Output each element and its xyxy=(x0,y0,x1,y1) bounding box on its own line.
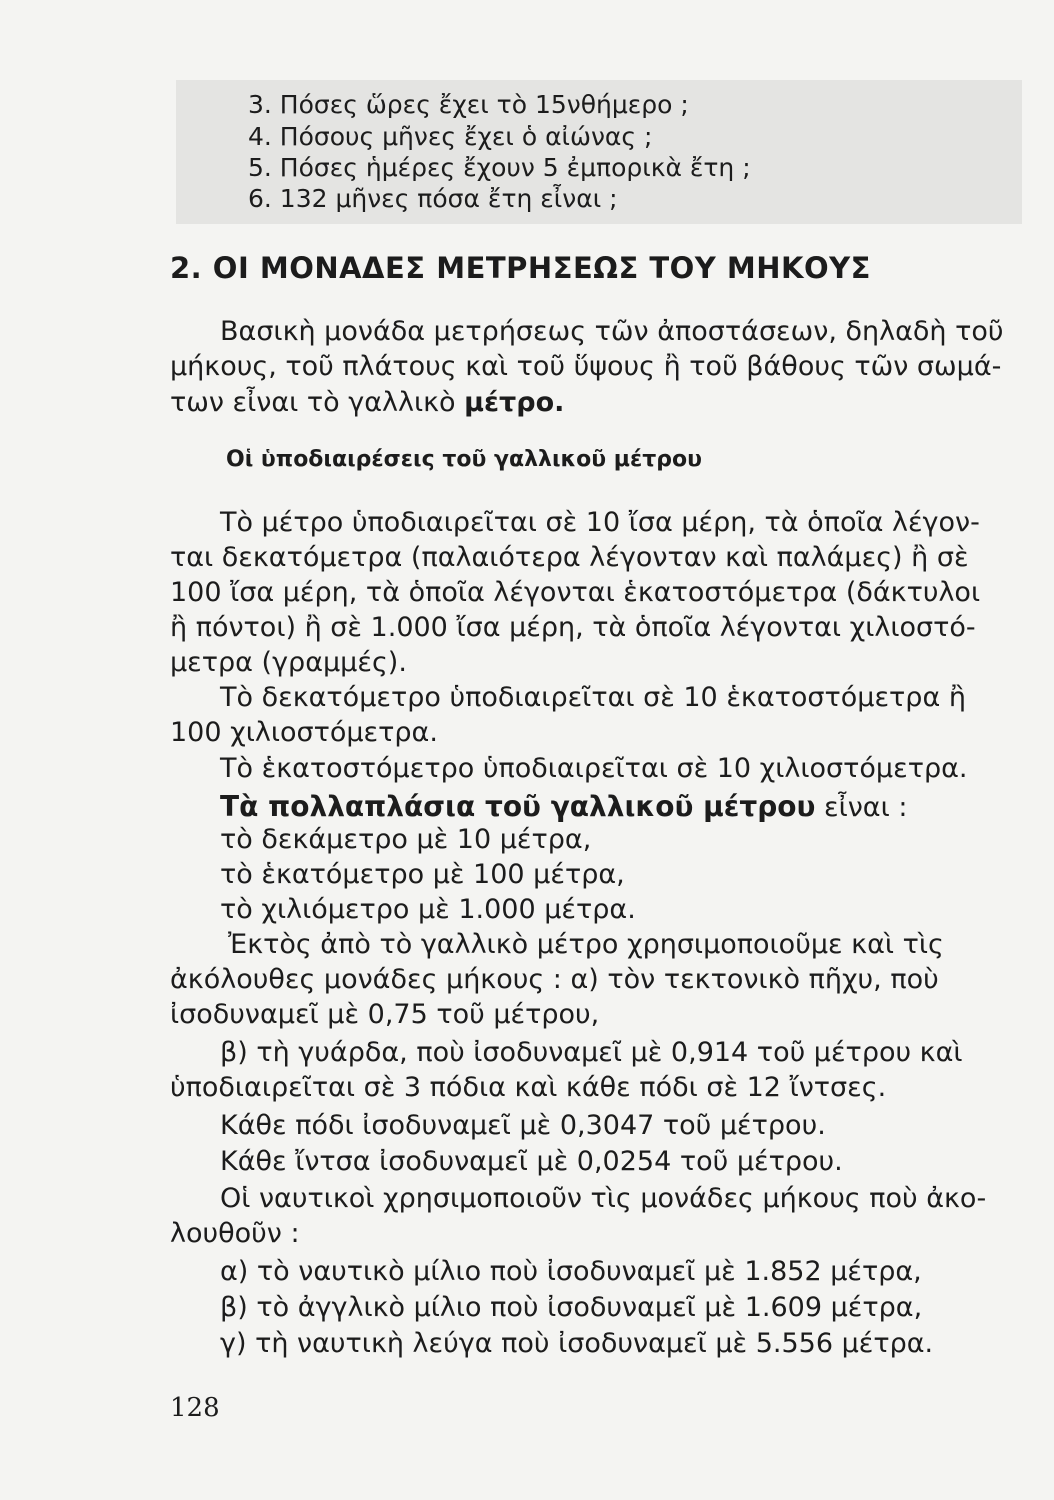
section-heading: 2. ΟΙ ΜΟΝΑΔΕΣ ΜΕΤΡΗΣΕΩΣ ΤΟΥ ΜΗΚΟΥΣ xyxy=(170,251,871,285)
paragraph-line: Ἐκτὸς ἀπὸ τὸ γαλλικὸ μέτρο χρησιμοποιοῦμε καὶ τὶς xyxy=(228,929,944,960)
multiples-text: εἶναι : xyxy=(815,792,908,823)
intro-line xyxy=(170,386,564,420)
list-item: β) τὸ ἀγγλικὸ μίλιο ποὺ ἰσοδυναμεῖ μὲ 1.609 μέτρα, xyxy=(220,1292,923,1323)
paragraph-line: 100 χιλιοστόμετρα. xyxy=(170,717,438,748)
multiples-line xyxy=(220,790,907,825)
list-item: γ) τὴ ναυτικὴ λεύγα ποὺ ἰσοδυναμεῖ μὲ 5.556 μέτρα. xyxy=(220,1328,934,1359)
paragraph-line: Κάθε ἴντσα ἰσοδυναμεῖ μὲ 0,0254 τοῦ μέτρου. xyxy=(220,1146,843,1177)
page-number: 128 xyxy=(170,1393,220,1423)
multiples-heading: Τὰ πολλαπλάσια τοῦ γαλλικοῦ μέτρου xyxy=(220,790,816,823)
paragraph-line: ἀκόλουθες μονάδες μήκους : α) τὸν τεκτονικὸ πῆχυ, ποὺ xyxy=(170,964,939,995)
exercise-item: 3. Πόσες ὥρες ἔχει τὸ 15νθήμερο ; xyxy=(248,90,689,119)
paragraph-line: Τὸ ἑκατοστόμετρο ὑποδιαιρεῖται σὲ 10 χιλιοστόμετρα. xyxy=(220,753,968,784)
exercise-item: 5. Πόσες ἡμέρες ἔχουν 5 ἐμπορικὰ ἔτη ; xyxy=(248,153,751,182)
intro-line: Βασικὴ μονάδα μετρήσεως τῶν ἀποστάσεων, δηλαδὴ τοῦ xyxy=(220,316,1004,347)
paragraph-line: Τὸ μέτρο ὑποδιαιρεῖται σὲ 10 ἴσα μέρη, τὰ ὁποῖα λέγον- xyxy=(220,507,980,538)
paragraph-line: ἢ πόντοι) ἢ σὲ 1.000 ἴσα μέρη, τὰ ὁποῖα λέγονται χιλιοστό- xyxy=(170,612,976,643)
paragraph-line: β) τὴ γυάρδα, ποὺ ἰσοδυναμεῖ μὲ 0,914 τοῦ μέτρου καὶ xyxy=(220,1037,963,1068)
intro-text: των εἶναι τὸ γαλλικὸ xyxy=(170,387,465,418)
paragraph-line: λουθοῦν : xyxy=(170,1218,300,1249)
intro-line: μήκους, τοῦ πλάτους καὶ τοῦ ὕψους ἢ τοῦ βάθους τῶν σωμά- xyxy=(170,351,1002,382)
list-item: τὸ ἑκατόμετρο μὲ 100 μέτρα, xyxy=(220,859,625,890)
exercise-item: 6. 132 μῆνες πόσα ἔτη εἶναι ; xyxy=(248,184,618,213)
intro-bold-term: μέτρο. xyxy=(464,387,565,418)
paragraph-line: 100 ἴσα μέρη, τὰ ὁποῖα λέγονται ἑκατοστόμετρα (δάκτυλοι xyxy=(170,577,981,608)
exercise-item: 4. Πόσους μῆνες ἔχει ὁ αἰώνας ; xyxy=(248,122,653,151)
paragraph-line: Οἱ ναυτικοὶ χρησιμοποιοῦν τὶς μονάδες μήκους ποὺ ἀκο- xyxy=(220,1183,987,1214)
paragraph-line: ὑποδιαιρεῖται σὲ 3 πόδια καὶ κάθε πόδι σὲ 12 ἴντσες. xyxy=(170,1072,887,1103)
list-item: τὸ χιλιόμετρο μὲ 1.000 μέτρα. xyxy=(220,894,636,925)
paragraph-line: μετρα (γραμμές). xyxy=(170,647,407,678)
paragraph-line: ται δεκατόμετρα (παλαιότερα λέγονταν καὶ παλάμες) ἢ σὲ xyxy=(170,542,969,573)
list-item: τὸ δεκάμετρο μὲ 10 μέτρα, xyxy=(220,824,592,855)
paragraph-line: Τὸ δεκατόμετρο ὑποδιαιρεῖται σὲ 10 ἑκατοστόμετρα ἢ xyxy=(220,682,966,713)
paragraph-line: Κάθε πόδι ἰσοδυναμεῖ μὲ 0,3047 τοῦ μέτρου. xyxy=(220,1110,826,1141)
subheading: Οἱ ὑποδιαιρέσεις τοῦ γαλλικοῦ μέτρου xyxy=(226,447,702,472)
paragraph-line: ἰσοδυναμεῖ μὲ 0,75 τοῦ μέτρου, xyxy=(170,999,600,1030)
list-item: α) τὸ ναυτικὸ μίλιο ποὺ ἰσοδυναμεῖ μὲ 1.852 μέτρα, xyxy=(220,1256,922,1287)
